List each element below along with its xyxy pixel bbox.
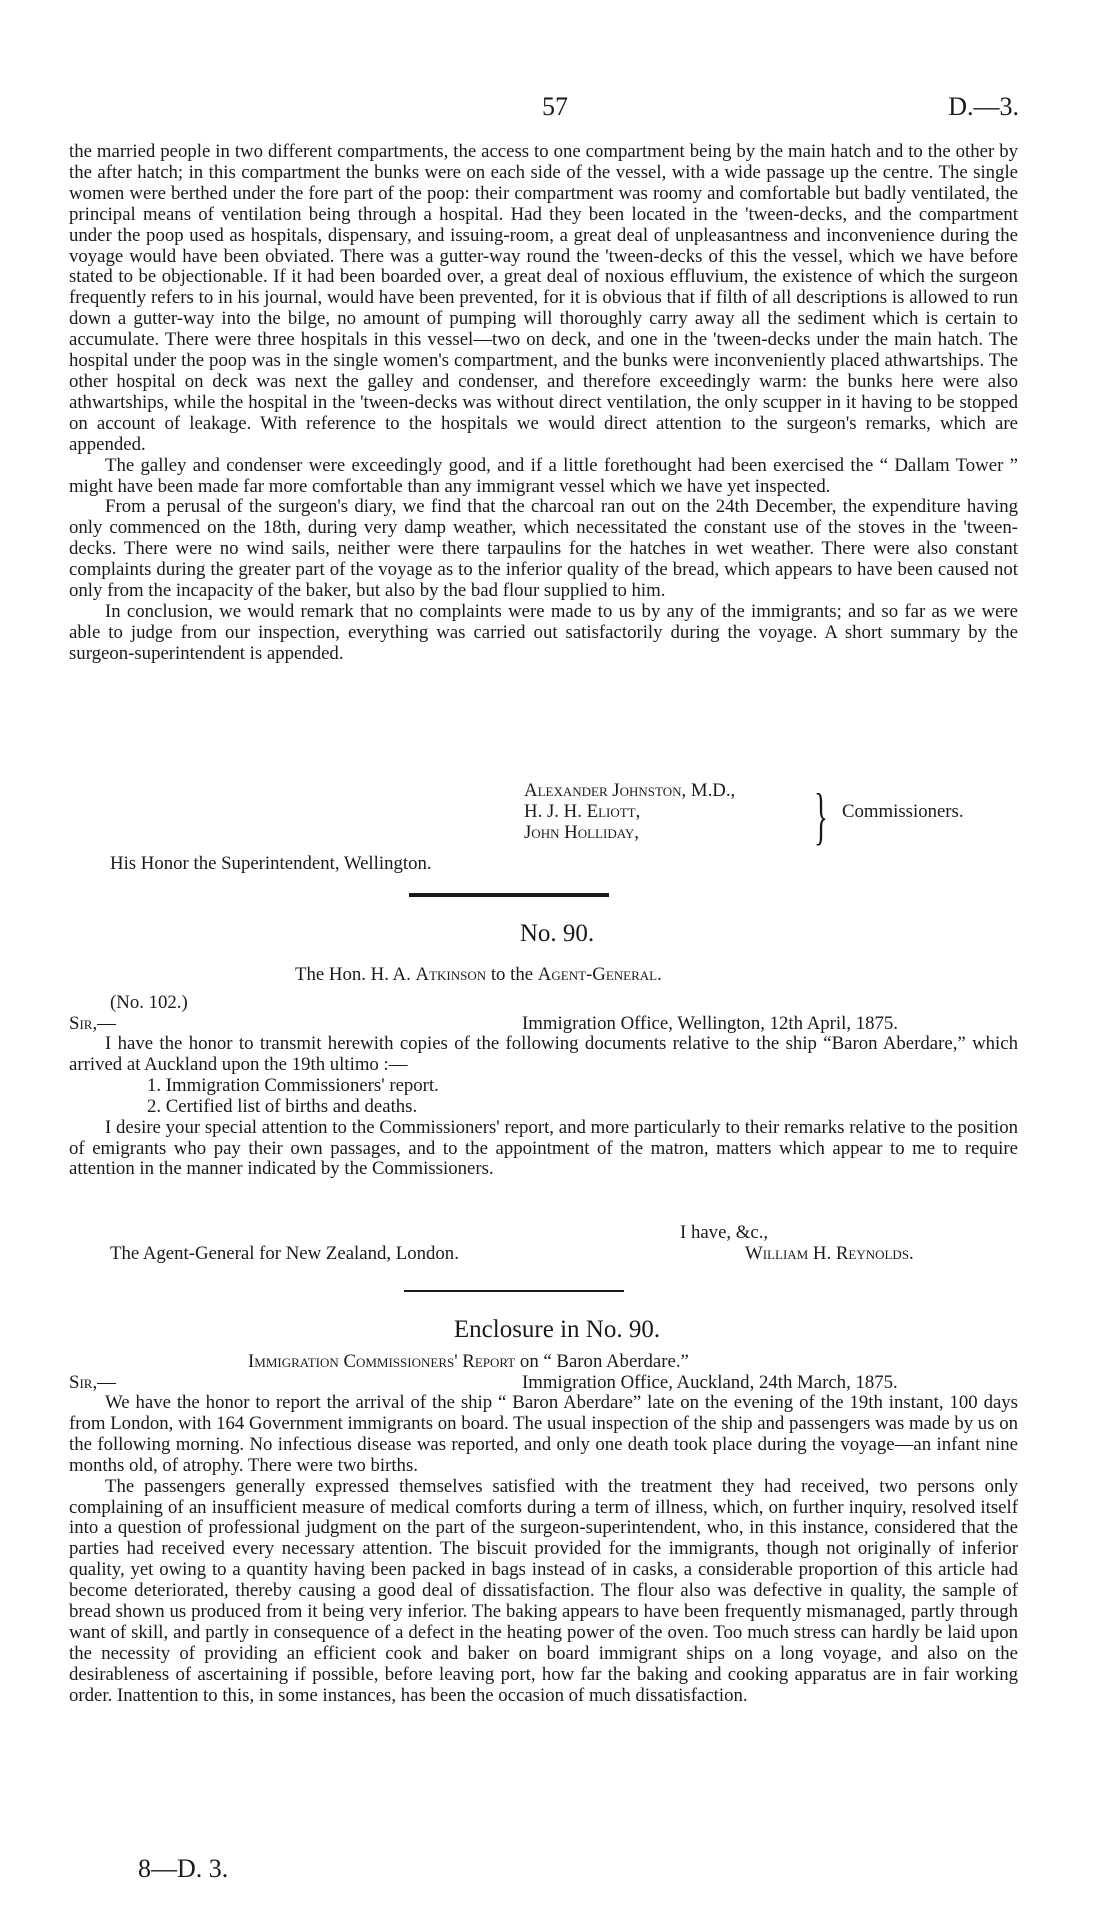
section-divider-thick	[409, 893, 609, 899]
from-name: Atkinson	[415, 964, 487, 985]
subtitle-ship: on “ Baron Aberdare.”	[519, 1351, 689, 1372]
paragraph-passengers: The passengers generally expressed themselves satisfied with the treatment they had received, two persons only complaining of an insufficient measure of medical comforts during a term of illness, which, on further inquiry, resolved itself into a question of professional judgment on the part of the surgeon-superintendent, who, in this instance, considered that the parties had received every necessary attention. The biscuit provided for the immigrants, though not originally of inferior quality, yet owing to a quantity having been packed in bags instead of in casks, a considerable proportion of this article had become deteriorated, thereby causing a good deal of dissatisfaction. The flour also was defective in quality, the sample of bread shown us produced from it being very inferior. The baking appears to have been frequently mismanaged, partly through want of skill, and partly in consequence of a defect in the heating power of the oven. Too much stress can hardly be laid upon the necessity of providing an efficient cook and baker on board immigrant ships on a long voyage, and also on the desirableness of ascertaining if possible, before leaving port, how far the baking and cooking apparatus are in fair working order. Inattention to this, in some instances, has been the occasion of much dissatisfaction.	[69, 1475, 1018, 1706]
letter-reference: (No. 102.)	[110, 992, 188, 1013]
paragraph-transmit: I have the honor to transmit herewith copies of the following documents relative to the ship “Baron Aberdare,” which arrived at Auckland upon the 19th ultimo :—	[69, 1033, 1018, 1075]
report-continuation	[69, 142, 1018, 665]
addressee-superintendent: His Honor the Superintendent, Wellington.	[110, 853, 432, 874]
addressee-agent-general: The Agent-General for New Zealand, London.	[110, 1243, 459, 1264]
letter-body	[69, 1034, 1018, 1180]
letter-number-heading: No. 90.	[519, 920, 595, 947]
from-to: to the	[490, 964, 534, 985]
enclosure-body	[69, 1393, 1018, 1707]
signatory-role: Commissioners.	[842, 801, 964, 822]
paragraph-surgeon-diary: From a perusal of the surgeon's diary, we find that the charcoal ran out on the 24th December, the expenditure having only commenced on the 18th, during very damp weather, which necessitated the constant use of the stoves in the 'tween-decks. There were no wind sails, neither were there tarpaulins for the hatches in wet weather. There were also constant complaints during the greater part of the voyage as to the inferior quality of the bread, which appears to have been caused not only from the incapacity of the baker, but also by the bad flour supplied to him.	[69, 496, 1018, 602]
signatory-names	[524, 780, 1044, 843]
enclosure-heading: Enclosure in No. 90.	[453, 1316, 661, 1343]
to-name: Agent-General.	[537, 964, 662, 985]
signatory-name: John Holliday,	[524, 822, 639, 843]
paragraph-attention: I desire your special attention to the Commissioners' report, and more particularly to their remarks relative to the position of emigrants who pay their own passages, and to the appointment of the matron, matters which appear to me to require attention in the manner indicated by the Commissioners.	[69, 1116, 1018, 1180]
subtitle-report: Immigration Commissioners' Report	[248, 1351, 516, 1372]
enclosure-place-date: Immigration Office, Auckland, 24th March, 1875.	[522, 1372, 898, 1393]
closing: I have, &c.,	[680, 1222, 769, 1243]
paragraph-conclusion: In conclusion, we would remark that no complaints were made to us by any of the immigrants; and so far as we were able to judge from our inspection, everything was carried out satisfactorily during the voyage. A short summary by the surgeon-superintendent is appended.	[69, 600, 1018, 664]
section-divider-thin	[404, 1290, 624, 1294]
from-prefix: The Hon. H. A.	[295, 964, 411, 985]
paragraph-galley: The galley and condenser were exceedingly good, and if a little forethought had been exercised the “ Dallam Tower ” might have been made far more comfortable than any immigrant vessel which we have yet inspected.	[69, 454, 1018, 497]
enclosure-subtitle	[248, 1351, 689, 1373]
signatory-name: H. J. H. Eliott,	[524, 801, 641, 822]
letter-from-to	[295, 964, 662, 986]
page-number: 57	[542, 92, 568, 121]
signatory-name: Alexander Johnston, M.D.,	[524, 780, 736, 801]
brace-icon: }	[814, 780, 828, 851]
salutation: Sir,—	[69, 1013, 116, 1034]
signature-reynolds: William H. Reynolds.	[745, 1243, 914, 1264]
list-item: 2. Certified list of births and deaths.	[147, 1095, 418, 1117]
signature-mark: 8—D. 3.	[138, 1854, 229, 1883]
enclosure-salutation: Sir,—	[69, 1372, 116, 1393]
paragraph-arrival: We have the honor to report the arrival of the ship “ Baron Aberdare” late on the evening of the 19th instant, 100 days from London, with 164 Government immigrants on board. The usual inspection of the ship and passengers was made by us on the following morning. No infectious disease was reported, and only one death took place during the voyage—an infant nine months old, of atrophy. There were two births.	[69, 1392, 1018, 1476]
commissioners-signature-block	[524, 780, 1044, 850]
place-date: Immigration Office, Wellington, 12th April, 1875.	[522, 1013, 898, 1034]
paragraph-hospitals: the married people in two different compartments, the access to one compartment being by the main hatch and to the other by the after hatch; in this compartment the bunks were on each side of the vessel, with a wide passage up the centre. The single women were berthed under the fore part of the poop: their compartment was roomy and comfortable but badly ventilated, the principal means of ventilation being through a hospital. Had they been located in the 'tween-decks, and the compartment under the poop used as hospitals, dispensary, and issuing-room, a great deal of unpleasantness and inconvenience during the voyage would have been obviated. There was a gutter-way round the 'tween-decks of this the vessel, which we have before stated to be objectionable. If it had been boarded over, a great deal of noxious effluvium, the existence of which the surgeon frequently refers to in his journal, would have been prevented, for it is obvious that if filth of all descriptions is allowed to run down a gutter-way into the bilge, no amount of pumping will thoroughly carry away all the sediment which is certain to accumulate. There were three hospitals in this vessel—two on deck, and one in the 'tween-decks under the main hatch. The hospital under the poop was in the single women's compartment, and the bunks were inconveniently placed athwartships. The other hospital on deck was next the galley and condenser, and therefore exceedingly warm: the bunks here were also athwartships, while the hospital in the 'tween-decks was without direct ventilation, the only scupper in it having to be stopped on account of leakage. With reference to the hospitals we would direct attention to the surgeon's remarks, which are appended.	[69, 141, 1018, 455]
document-reference: D.—3.	[948, 92, 1019, 121]
list-item: 1. Immigration Commissioners' report.	[147, 1074, 439, 1096]
